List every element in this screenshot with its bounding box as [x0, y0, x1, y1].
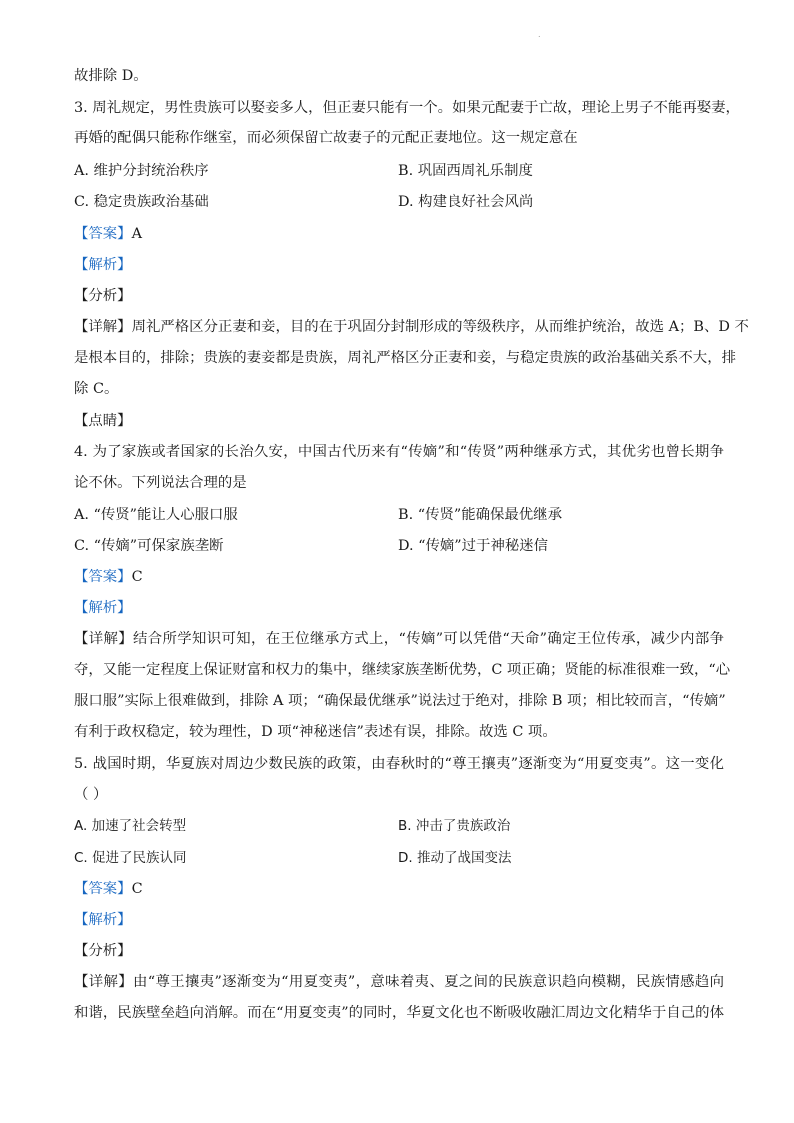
detail-tag: 【详解】 [74, 319, 132, 335]
detail-tag: 【详解】 [74, 631, 133, 647]
answer-tag: 【答案】 [74, 569, 132, 585]
q3-jiexi-tag: 【解析】 [74, 257, 132, 273]
q3-dianjing-tag: 【点睛】 [74, 413, 132, 429]
q5-option-b: B. 冲击了贵族政治 [398, 818, 511, 834]
q3-detail-line3: 除 C。 [74, 381, 119, 397]
q4-detail-line3: 服口服”实际上很难做到，排除 A 项；“确保最优继承”说法过于绝对，排除 B 项；相比较而言，“传嫡” [74, 693, 726, 709]
q3-option-a: A. 维护分封统治秩序 [74, 163, 209, 179]
q5-answer-line [74, 879, 724, 899]
q3-detail-line1 [74, 317, 749, 337]
q5-option-c: C. 促进了民族认同 [74, 850, 187, 866]
carry-over-text: 故排除 D。 [74, 68, 148, 84]
q3-fenxi-tag: 【分析】 [74, 288, 132, 304]
q3-stem-line1: 3. 周礼规定，男性贵族可以娶妾多人，但正妻只能有一个。如果元配妻于亡故，理论上男子不能再娶妻， [74, 100, 740, 116]
q4-detail-line2: 夺，又能一定程度上保证财富和权力的集中，继续家族垄断优势，C 项正确；贤能的标准很难一致，“心 [74, 662, 731, 678]
q4-answer: C [131, 569, 143, 585]
q5-detail-line2: 和谐，民族壁垒趋向消解。而在“用夏变夷”的同时，华夏文化也不断吸收融汇周边文化精华于自己的体 [74, 1005, 724, 1021]
q5-detail-text1: 由“尊王攘夷”逐渐变为“用夏变夷”，意味着夷、夏之间的民族意识趋向模糊，民族情感趋向 [133, 974, 724, 990]
q3-detail-text1: 周礼严格区分正妻和妾，目的在于巩固分封制形成的等级秩序，从而维护统治，故选 A；B、D 不 [131, 319, 749, 335]
q4-option-c: C. “传嫡”可保家族垄断 [74, 538, 224, 554]
q3-stem-line2: 再婚的配偶只能称作继室，而必须保留亡故妻子的元配正妻地位。这一规定意在 [74, 130, 578, 146]
q3-answer: A [131, 226, 142, 242]
q4-answer-line [74, 567, 724, 587]
q5-fenxi-tag: 【分析】 [74, 943, 132, 959]
q3-option-d: D. 构建良好社会风尚 [398, 194, 534, 210]
q3-option-c: C. 稳定贵族政治基础 [74, 194, 209, 210]
q5-option-a: A. 加速了社会转型 [74, 818, 187, 834]
answer-tag: 【答案】 [74, 881, 132, 897]
q4-jiexi-tag: 【解析】 [74, 600, 132, 616]
header-mark: . [538, 30, 541, 39]
q4-stem-line2: 论不休。下列说法合理的是 [74, 475, 247, 491]
q4-option-b: B. “传贤”能确保最优继承 [398, 507, 562, 523]
q3-answer-line [74, 224, 724, 244]
q4-detail-line4: 有利于政权稳定，较为理性，D 项“神秘迷信”表述有误，排除。故选 C 项。 [74, 724, 557, 740]
q4-option-a: A. “传贤”能让人心服口服 [74, 507, 238, 523]
q3-detail-line2: 是根本目的，排除；贵族的妻妾都是贵族，周礼严格区分正妻和妾，与稳定贵族的政治基础关系不大，排 [74, 350, 736, 366]
q5-answer: C [131, 881, 143, 897]
q5-stem-line1: 5. 战国时期，华夏族对周边少数民族的政策，由春秋时的“尊王攘夷”逐渐变为“用夏变夷”。这一变化 [74, 756, 724, 772]
q5-jiexi-tag: 【解析】 [74, 912, 132, 928]
q5-stem-line2: （ ） [74, 787, 108, 803]
q5-detail-line1 [74, 972, 724, 992]
q3-option-b: B. 巩固西周礼乐制度 [398, 163, 533, 179]
answer-tag: 【答案】 [74, 226, 132, 242]
q4-detail-line1 [74, 629, 724, 649]
q4-option-d: D. “传嫡”过于神秘迷信 [398, 538, 549, 554]
q4-detail-text1: 结合所学知识可知，在王位继承方式上，“传嫡”可以凭借“天命”确定王位传承，减少内部争 [133, 631, 724, 647]
detail-tag: 【详解】 [74, 974, 133, 990]
q5-option-d: D. 推动了战国变法 [398, 850, 512, 866]
q4-stem-line1: 4. 为了家族或者国家的长治久安，中国古代历来有“传嫡”和“传贤”两种继承方式，其优劣也曾长期争 [74, 444, 724, 460]
